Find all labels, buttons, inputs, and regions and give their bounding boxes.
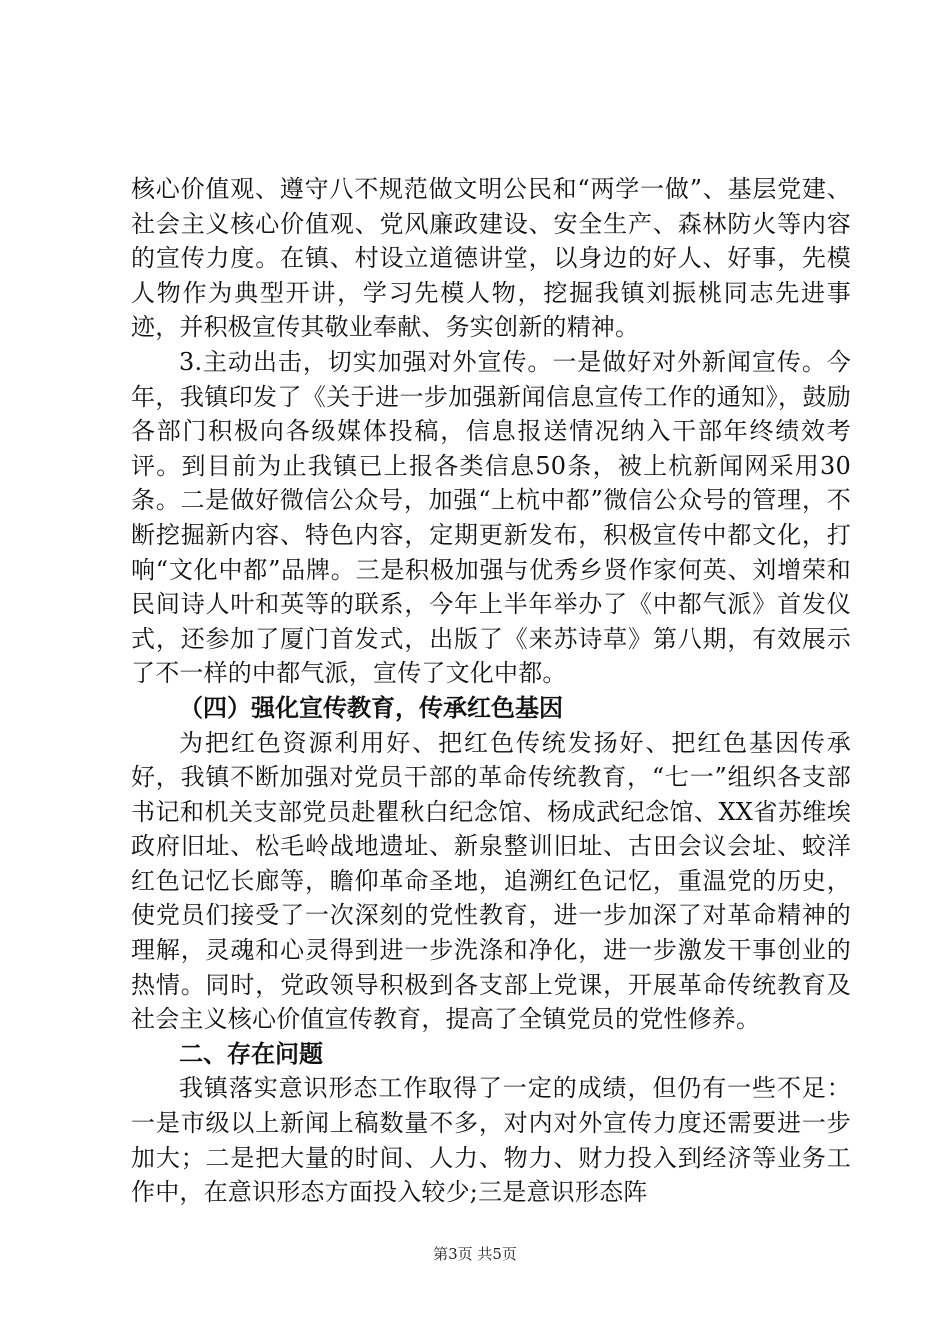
paragraph-problems: 我镇落实意识形态工作取得了一定的成绩，但仍有一些不足：一是市级以上新闻上稿数量不多，对内对外宣传力度还需要进一步加大；二是把大量的时间、人力、物力、财力投入到经济等业务工作中，在意识形态方面投入较少;三是意识形态阵 (131, 1074, 851, 1207)
section-heading-problems: 二、存在问题 (179, 1039, 323, 1068)
section-heading-red-gene: （四）强化宣传教育，传承红色基因 (179, 693, 563, 722)
paragraph-external-publicity: 3.主动出击，切实加强对外宣传。一是做好对外新闻宣传。今年，我镇印发了《关于进一步加强新闻信息宣传工作的通知》，鼓励各部门积极向各级媒体投稿，信息报送情况纳入干部年终绩效考评。到目前为止我镇已上报各类信息50条，被上杭新闻网采用30条。二是做好微信公众号，加强“上杭中都”微信公众号的管理，不断挖掘新内容、特色内容，定期更新发布，积极宣传中都文化，打响“文化中都”品牌。三是积极加强与优秀乡贤作家何英、刘增荣和民间诗人叶和英等的联系，今年上半年举办了《中都气派》首发仪式，还参加了厦门首发式，出版了《来苏诗草》第八期，有效展示了不一样的中都气派，宣传了文化中都。 (131, 347, 851, 688)
paragraph-core-values: 核心价值观、遵守八不规范做文明公民和“两学一做”、基层党建、社会主义核心价值观、党风廉政建设、安全生产、森林防火等内容的宣传力度。在镇、村设立道德讲堂，以身边的好人、好事，先模人物作为典型开讲，学习先模人物，挖掘我镇刘振桃同志先进事迹，并积极宣传其敬业奉献、务实创新的精神。 (131, 175, 851, 342)
paragraph-red-education: 为把红色资源利用好、把红色传统发扬好、把红色基因传承好，我镇不断加强对党员干部的革命传统教育，“七一”组织各支部书记和机关支部党员赴瞿秋白纪念馆、杨成武纪念馆、XX省苏维埃政府旧址、松毛岭战地遗址、新泉整训旧址、古田会议会址、蛟洋红色记忆长廊等，瞻仰革命圣地，追溯红色记忆，重温党的历史，使党员们接受了一次深刻的党性教育，进一步加深了对革命精神的理解，灵魂和心灵得到进一步洗涤和净化，进一步激发干事创业的热情。同时，党政领导积极到各支部上党课，开展革命传统教育及社会主义核心价值宣传教育，提高了全镇党员的党性修养。 (131, 728, 851, 1034)
page-number-footer: 第3页 共5页 (433, 1245, 517, 1263)
document-body (131, 172, 851, 1210)
